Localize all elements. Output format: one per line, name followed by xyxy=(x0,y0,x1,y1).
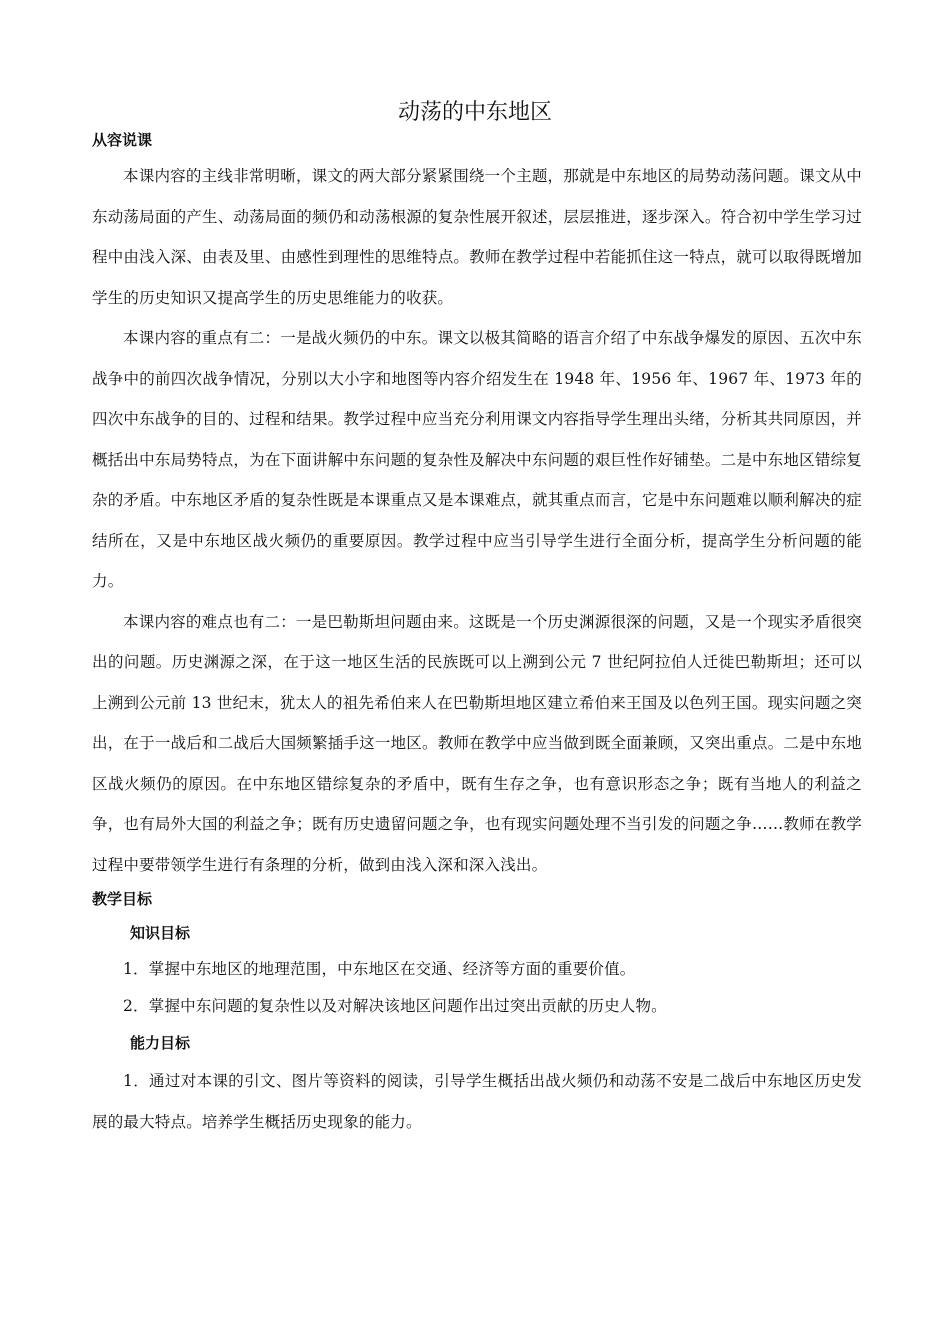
section-heading-intro: 从容说课 xyxy=(92,131,153,149)
intro-paragraph-2: 本课内容的重点有二：一是战火频仍的中东。课文以极其简略的语言介绍了中东战争爆发的原因、五次中东战争中的前四次战争情况，分别以大小字和地图等内容介绍发生在 1948 年、1956 年、1967 年、1973 年的四次中东战争的目的、过程和结果。教学过程中应当充分利用课文内容指导学生理出头绪，分析其共同原因，并概括出中东局势特点，为在下面讲解中东问题的复杂性及解决中东问题的艰巨性作好铺垫。二是中东地区错综复杂的矛盾。中东地区矛盾的复杂性既是本课重点又是本课难点，就其重点而言，它是中东问题难以顺利解决的症结所在，又是中东地区战火频仍的重要原因。教学过程中应当引导学生进行全面分析，提高学生分析问题的能力。 xyxy=(92,329,862,590)
subheading-knowledge: 知识目标 xyxy=(130,924,191,942)
knowledge-item-1: 1．掌握中东地区的地理范围，中东地区在交通、经济等方面的重要价值。 xyxy=(123,960,636,978)
subheading-ability: 能力目标 xyxy=(130,1034,191,1052)
section-heading-goals: 教学目标 xyxy=(92,890,153,908)
intro-paragraph-3: 本课内容的难点也有二：一是巴勒斯坦问题由来。这既是一个历史渊源很深的问题，又是一个现实矛盾很突出的问题。历史渊源之深，在于这一地区生活的民族既可以上溯到公元 7 世纪阿拉伯人迁徙巴勒斯坦；还可以上溯到公元前 13 世纪末，犹太人的祖先希伯来人在巴勒斯坦地区建立希伯来王国及以色列王国。现实问题之突出，在于一战后和二战后大国频繁插手这一地区。教师在教学中应当做到既全面兼顾，又突出重点。二是中东地区战火频仍的原因。在中东地区错综复杂的矛盾中，既有生存之争，也有意识形态之争；既有当地人的利益之争，也有局外大国的利益之争；既有历史遗留问题之争，也有现实问题处理不当引发的问题之争……教师在教学过程中要带领学生进行有条理的分析，做到由浅入深和深入浅出。 xyxy=(92,612,862,874)
ability-item-1: 1．通过对本课的引文、图片等资料的阅读，引导学生概括出战火频仍和动荡不安是二战后中东地区历史发展的最大特点。培养学生概括历史现象的能力。 xyxy=(92,1072,862,1131)
document-body xyxy=(92,126,862,1142)
knowledge-item-2: 2．掌握中东问题的复杂性以及对解决该地区问题作出过突出贡献的历史人物。 xyxy=(123,997,667,1015)
page-title: 动荡的中东地区 xyxy=(397,100,552,125)
intro-paragraph-1: 本课内容的主线非常明晰，课文的两大部分紧紧围绕一个主题，那就是中东地区的局势动荡问题。课文从中东动荡局面的产生、动荡局面的频仍和动荡根源的复杂性展开叙述，层层推进，逐步深入。符合初中学生学习过程中由浅入深、由表及里、由感性到理性的思维特点。教师在教学过程中若能抓住这一特点，就可以取得既增加学生的历史知识又提高学生的历史思维能力的收获。 xyxy=(92,167,862,307)
